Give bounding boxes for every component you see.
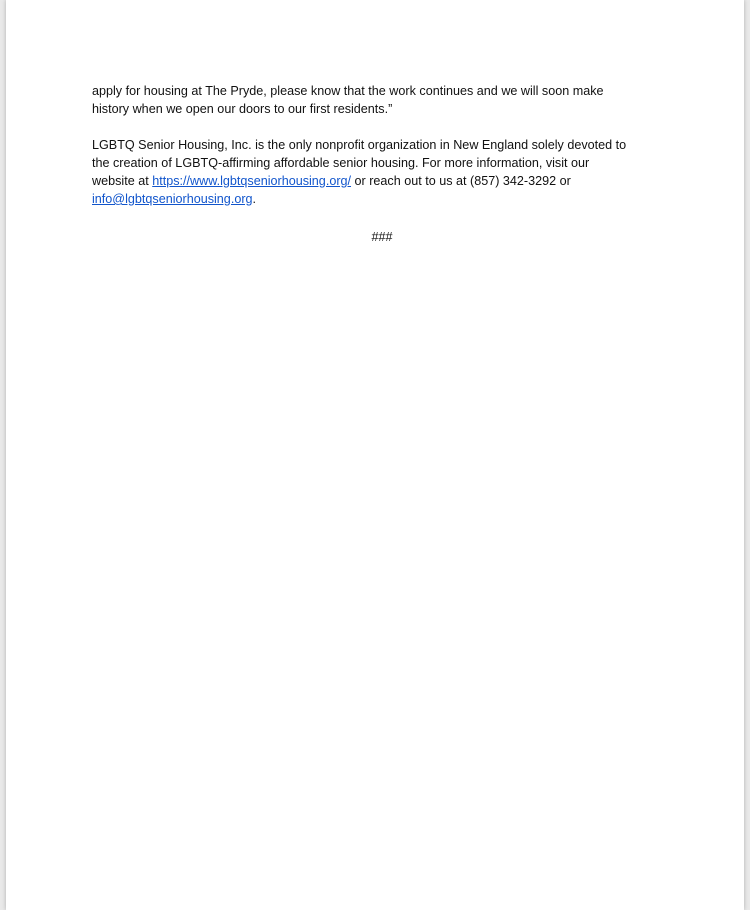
text-line: history when we open our doors to our first residents.” <box>92 102 393 116</box>
quote-paragraph <box>92 82 672 118</box>
text-segment: website at <box>92 174 153 188</box>
document-body <box>92 82 672 246</box>
email-link[interactable]: info@lgbtqseniorhousing.org <box>92 192 253 206</box>
text-segment: . <box>252 192 257 206</box>
text-line <box>92 190 672 208</box>
about-paragraph <box>92 136 672 208</box>
document-page <box>6 0 744 910</box>
end-mark: ### <box>371 230 393 244</box>
text-line: the creation of LGBTQ-affirming affordable senior housing. For more information, visit our <box>92 156 590 170</box>
text-line: apply for housing at The Pryde, please know that the work continues and we will soon make <box>92 84 604 98</box>
website-link[interactable]: https://www.lgbtqseniorhousing.org/ <box>152 174 352 188</box>
text-line: LGBTQ Senior Housing, Inc. is the only nonprofit organization in New England solely devoted to <box>92 138 627 152</box>
text-segment: or reach out to us at (857) 342-3292 or <box>351 174 571 188</box>
text-line <box>92 172 672 190</box>
